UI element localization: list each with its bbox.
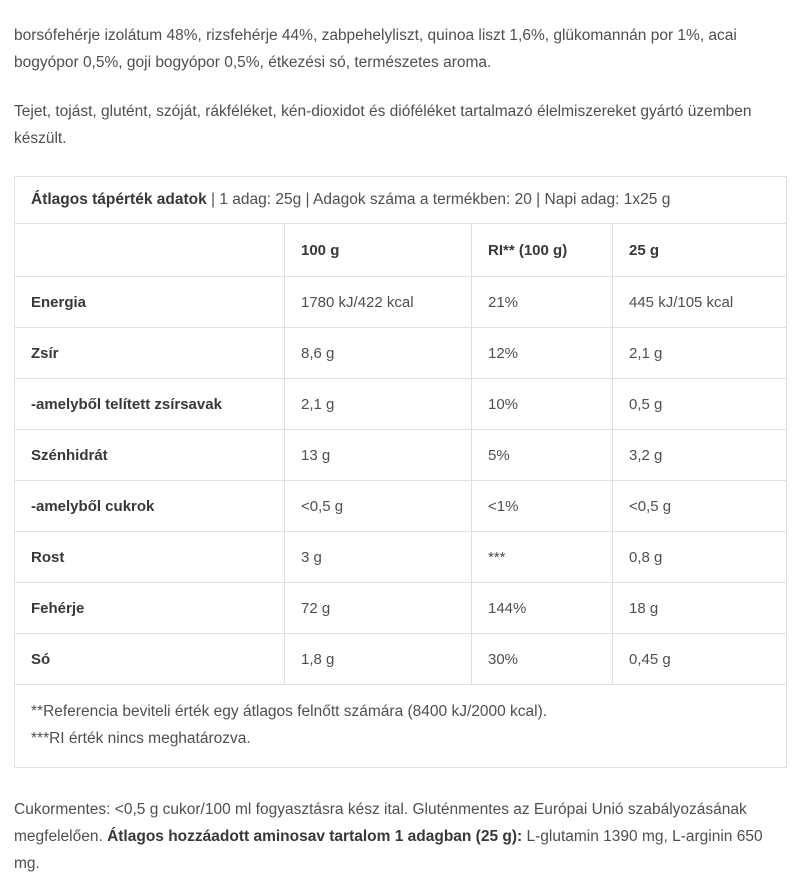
table-title-row [15, 177, 787, 224]
ingredients-paragraph: borsófehérje izolátum 48%, rizsfehérje 44%, zabpehelyliszt, quinoa liszt 1,6%, glükomannán por 1%, acai bogyópor 0,5%, goji bogyópor 0,5%, étkezési só, természetes aroma. [14, 27, 737, 71]
nutrient-value-ri: 144% [472, 583, 613, 634]
footnote-ri-undefined: ***RI érték nincs meghatározva. [31, 730, 251, 747]
nutrient-label: -amelyből telített zsírsavak [15, 379, 285, 430]
table-row [15, 532, 787, 583]
table-row [15, 277, 787, 328]
nutrient-value-ri: 30% [472, 634, 613, 685]
column-header-25g: 25 g [613, 224, 787, 277]
column-header-ri: RI** (100 g) [472, 224, 613, 277]
nutrient-value-100g: <0,5 g [285, 481, 472, 532]
nutrient-value-100g: 13 g [285, 430, 472, 481]
nutrient-value-ri: *** [472, 532, 613, 583]
nutrient-label: Só [15, 634, 285, 685]
nutrient-value-25g: 0,45 g [613, 634, 787, 685]
nutrient-value-100g: 1780 kJ/422 kcal [285, 277, 472, 328]
nutrient-value-25g: 445 kJ/105 kcal [613, 277, 787, 328]
column-header-empty [15, 224, 285, 277]
table-title-cell [15, 177, 787, 224]
nutrient-value-25g: <0,5 g [613, 481, 787, 532]
column-header-100g: 100 g [285, 224, 472, 277]
table-title-meta: | 1 adag: 25g | Adagok száma a termékben: 20 | Napi adag: 1x25 g [206, 191, 671, 208]
allergen-paragraph: Tejet, tojást, glutént, szóját, rákféléket, kén-dioxidot és dióféléket tartalmazó élelmiszereket gyártó üzemben készült. [14, 103, 752, 147]
table-row [15, 430, 787, 481]
nutrient-value-25g: 2,1 g [613, 328, 787, 379]
aminoacid-values-text: L-glutamin 1390 mg, L-arginin 650 mg. [14, 828, 763, 872]
table-row [15, 481, 787, 532]
nutrient-label: Fehérje [15, 583, 285, 634]
nutrient-value-100g: 3 g [285, 532, 472, 583]
nutrient-label: -amelyből cukrok [15, 481, 285, 532]
nutrition-table [14, 176, 787, 768]
product-info-section [0, 22, 800, 877]
table-row [15, 583, 787, 634]
nutrient-label: Szénhidrát [15, 430, 285, 481]
table-row [15, 379, 787, 430]
nutrient-value-25g: 18 g [613, 583, 787, 634]
aminoacid-bold-text: Átlagos hozzáadott aminosav tartalom 1 adagban (25 g): [107, 828, 523, 845]
footnote-reference-intake: **Referencia beviteli érték egy átlagos felnőtt számára (8400 kJ/2000 kcal). [31, 703, 548, 720]
nutrient-value-25g: 0,8 g [613, 532, 787, 583]
table-title: Átlagos tápérték adatok [31, 191, 207, 208]
table-row [15, 634, 787, 685]
nutrient-value-100g: 8,6 g [285, 328, 472, 379]
nutrient-value-ri: 21% [472, 277, 613, 328]
nutrient-value-25g: 3,2 g [613, 430, 787, 481]
nutrient-label: Rost [15, 532, 285, 583]
nutrient-value-ri: 5% [472, 430, 613, 481]
sugarfree-aminoacid-paragraph [14, 796, 786, 877]
nutrient-value-25g: 0,5 g [613, 379, 787, 430]
nutrient-value-ri: <1% [472, 481, 613, 532]
nutrient-label: Energia [15, 277, 285, 328]
nutrient-value-ri: 10% [472, 379, 613, 430]
nutrient-value-100g: 72 g [285, 583, 472, 634]
nutrient-value-ri: 12% [472, 328, 613, 379]
table-footnotes-cell [15, 685, 787, 768]
nutrient-value-100g: 1,8 g [285, 634, 472, 685]
sugarfree-text: Cukormentes: <0,5 g cukor/100 ml fogyasztásra kész ital. Gluténmentes az Európai Unió szabályozásának megfelelően. [14, 801, 747, 845]
column-header-row [15, 224, 787, 277]
nutrient-label: Zsír [15, 328, 285, 379]
table-footnotes-row [15, 685, 787, 768]
nutrient-value-100g: 2,1 g [285, 379, 472, 430]
table-row [15, 328, 787, 379]
